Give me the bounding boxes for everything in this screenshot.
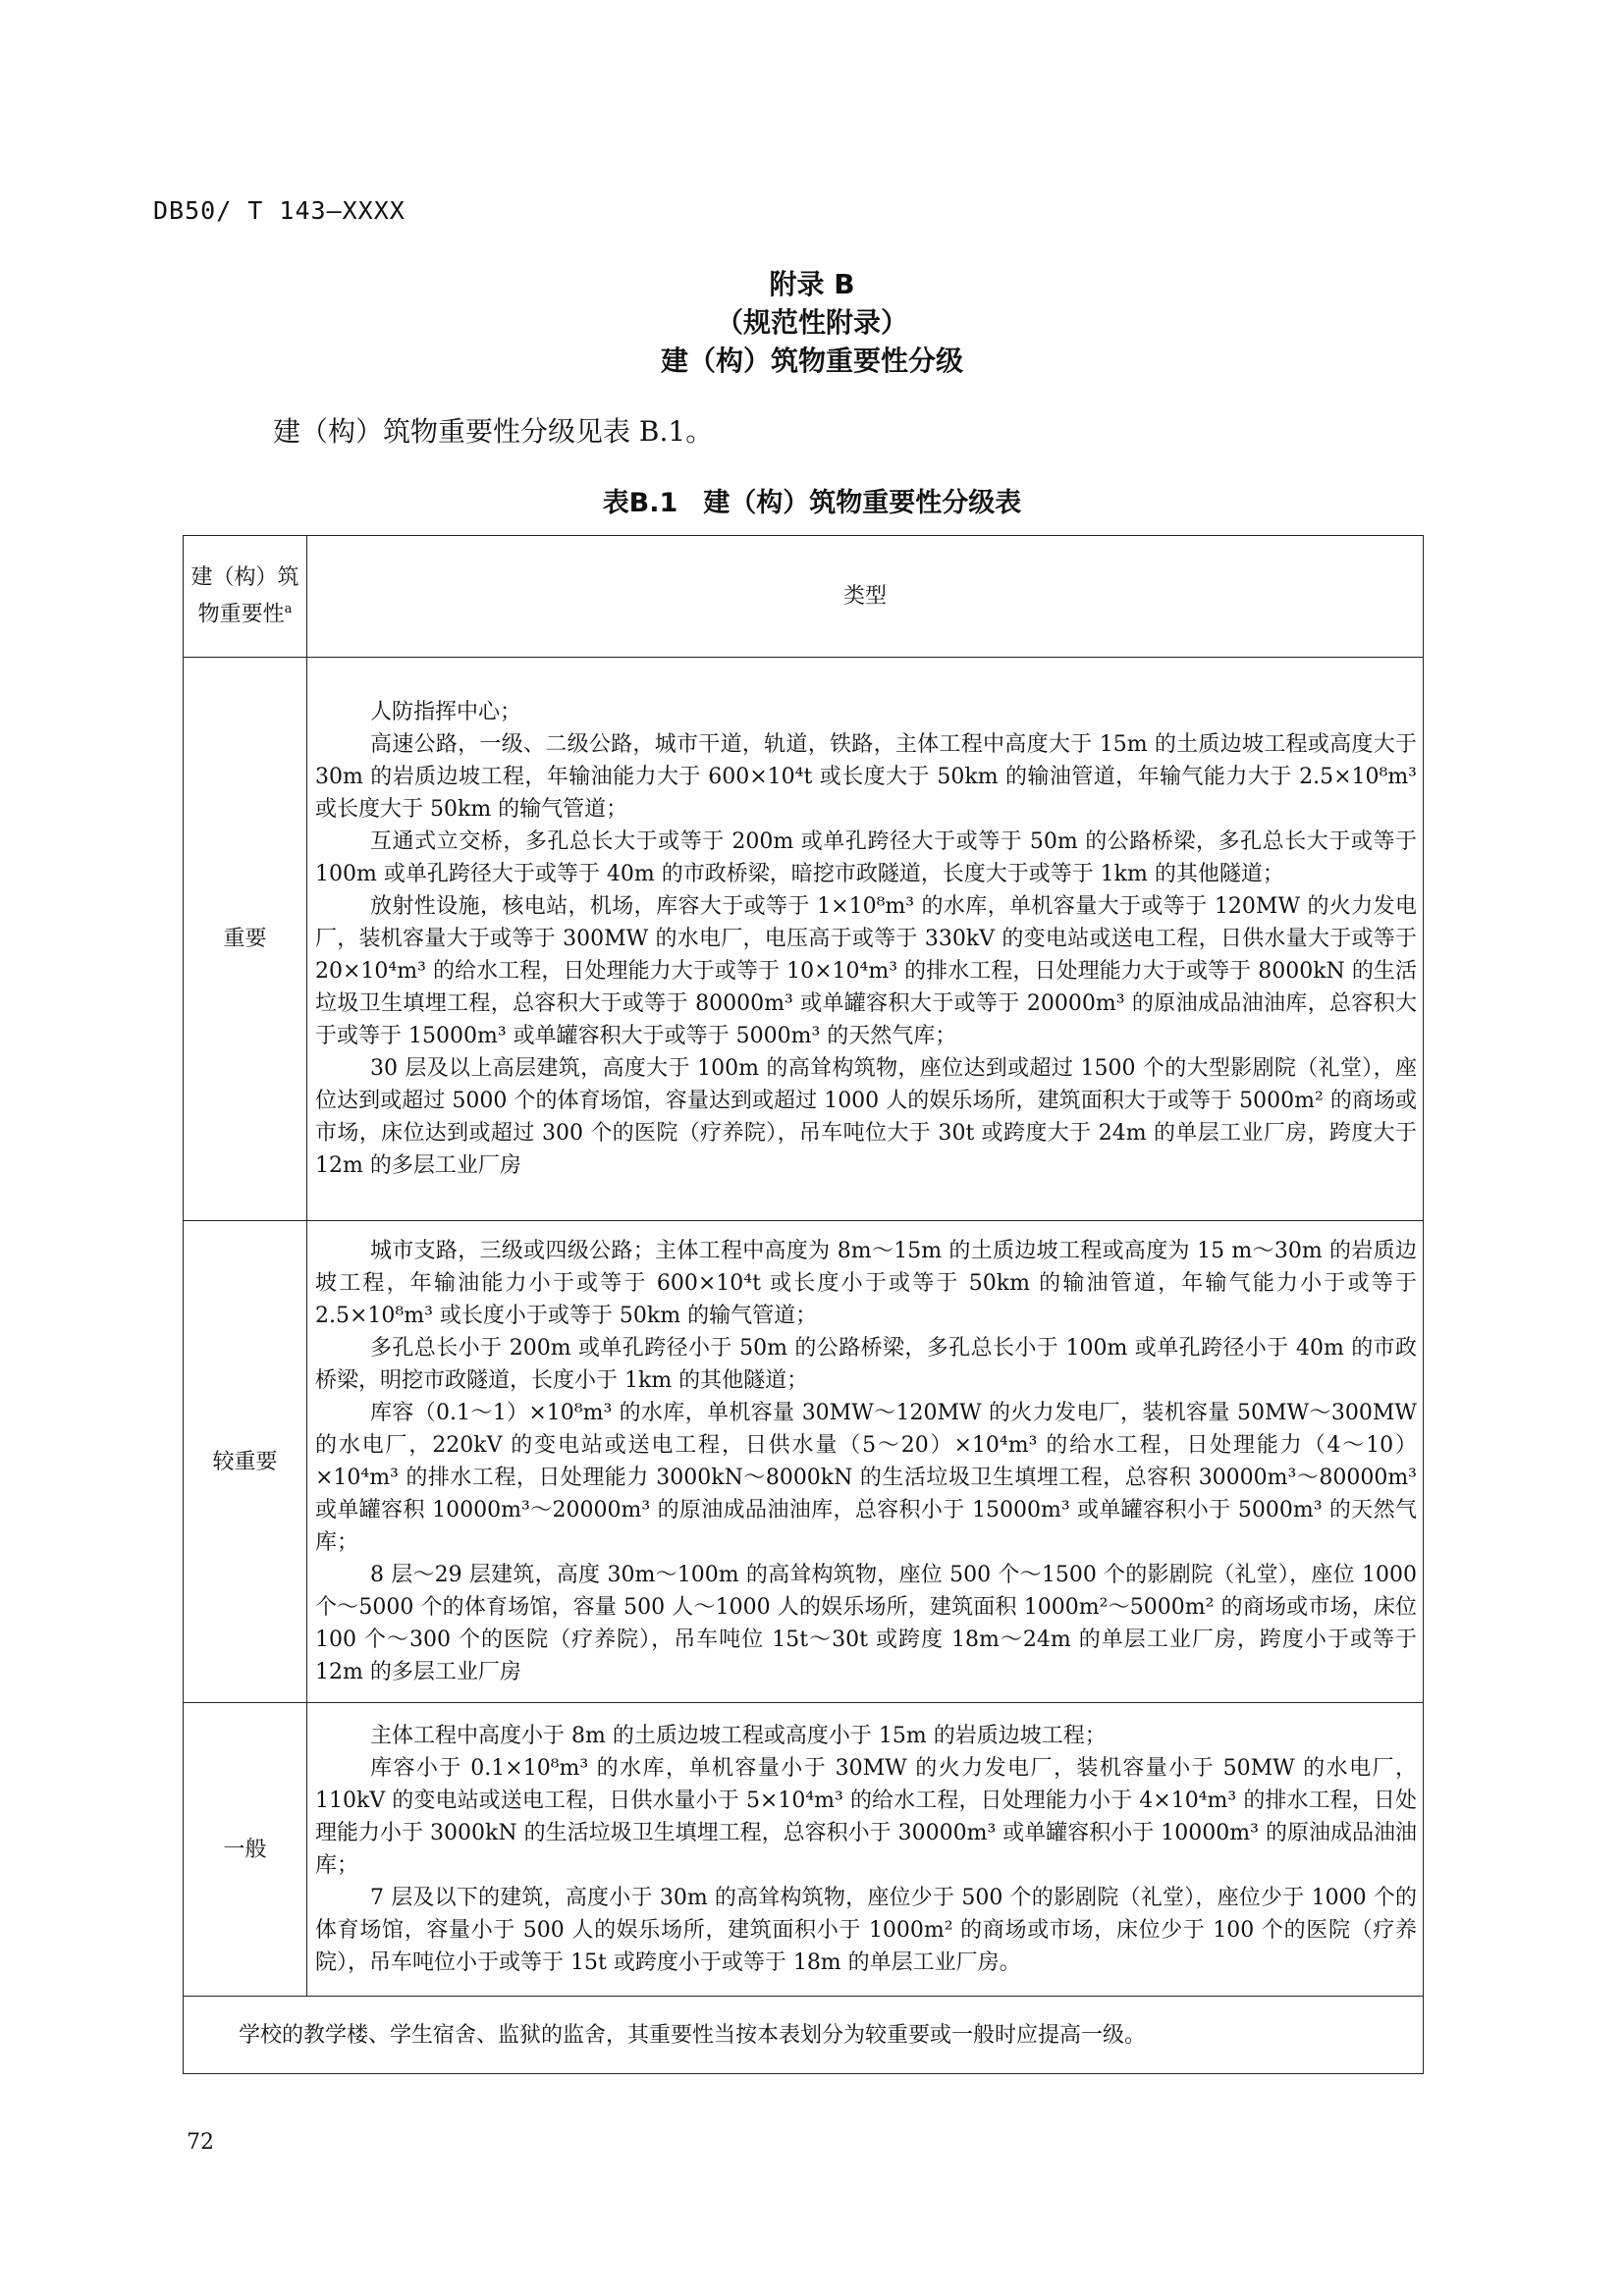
type-paragraph: 互通式立交桥，多孔总长大于或等于 200m 或单孔跨径大于或等于 50m 的公路桥梁，多孔总长大于或等于 100m 或单孔跨径大于或等于 40m 的市政桥梁，暗挖市政隧道，长度大于或等于 1km 的其他隧道； <box>315 829 1417 886</box>
header-footnote-mark: a <box>284 601 293 616</box>
table-caption-number: 表B.1 <box>602 488 678 518</box>
intro-paragraph: 建（构）筑物重要性分级见表 B.1。 <box>273 415 714 448</box>
level-cell: 较重要 <box>184 1221 307 1703</box>
document-code: DB50/ T 143—XXXX <box>153 196 406 225</box>
header-level-label: 建（构）筑物重要性 <box>190 564 299 627</box>
table-header-row <box>184 536 1424 658</box>
type-cell <box>307 1221 1424 1703</box>
page-number: 72 <box>187 2130 214 2155</box>
appendix-nature: （规范性附录） <box>715 306 908 339</box>
type-paragraph: 城市支路，三级或四级公路；主体工程中高度为 8m～15m 的土质边坡工程或高度为 15 m～30m 的岩质边坡工程，年输油能力小于或等于 600×10⁴t 或长度小于或等于 50km 的输油管道，年输气能力小于或等于 2.5×10⁸m³ 或长度小于或等于 50km 的输气管道； <box>315 1239 1417 1328</box>
type-paragraph: 放射性设施，核电站，机场，库容大于或等于 1×10⁸m³ 的水库，单机容量大于或等于 120MW 的火力发电厂，装机容量大于或等于 300MW 的水电厂，电压高于或等于 330kV 的变电站或送电工程，日供水量大于或等于 20×10⁴m³ 的给水工程，日处理能力大于或等于 10×10⁴m³ 的排水工程，日处理能力大于或等于 8000kN 的生活垃圾卫生填埋工程，总容积大于或等于 80000m³ 或单罐容积大于或等于 20000m³ 的原油成品油油库，总容积大于或等于 15000m³ 或单罐容积大于或等于 5000m³ 的天然气库； <box>315 894 1417 1048</box>
table-caption <box>0 481 1624 519</box>
type-paragraph: 主体工程中高度小于 8m 的土质边坡工程或高度小于 15m 的岩质边坡工程； <box>370 1724 1107 1748</box>
type-paragraph: 30 层及以上高层建筑，高度大于 100m 的高耸构筑物，座位达到或超过 1500 个的大型影剧院（礼堂），座位达到或超过 5000 个的体育场馆，容量达到或超过 1000 人的娱乐场所，建筑面积大于或等于 5000m² 的商场或市场，床位达到或超过 300 个的医院（疗养院），吊车吨位大于 30t 或跨度大于 24m 的单层工业厂房，跨度大于 12m 的多层工业厂房 <box>315 1056 1417 1178</box>
type-paragraph: 7 层及以下的建筑，高度小于 30m 的高耸构筑物，座位少于 500 个的影剧院（礼堂），座位少于 1000 个的体育场馆，容量小于 500 人的娱乐场所，建筑面积小于 1000m² 的商场或市场，床位少于 100 个的医院（疗养院），吊车吨位小于或等于 15t 或跨度小于或等于 18m 的单层工业厂房。 <box>315 1886 1417 1975</box>
table-row <box>184 658 1424 1221</box>
appendix-label: 附录 B <box>769 268 855 300</box>
type-paragraph: 库容小于 0.1×10⁸m³ 的水库，单机容量小于 30MW 的火力发电厂，装机容量小于 50MW 的水电厂，110kV 的变电站或送电工程，日供水量小于 5×10⁴m³ 的给水工程，日处理能力小于 4×10⁴m³ 的排水工程，日处理能力小于 3000kN 的生活垃圾卫生填埋工程，总容积小于 30000m³ 或单罐容积小于 10000m³ 的原油成品油油库； <box>315 1756 1417 1878</box>
type-paragraph: 高速公路，一级、二级公路，城市干道，轨道，铁路，主体工程中高度大于 15m 的土质边坡工程或高度大于 30m 的岩质边坡工程，年输油能力大于 600×10⁴t 或长度大于 50km 的输油管道，年输气能力大于 2.5×10⁸m³ 或长度大于 50km 的输气管道； <box>315 732 1417 822</box>
table-note-row <box>184 1997 1424 2074</box>
table-row <box>184 1703 1424 1997</box>
table-caption-title: 建（构）筑物重要性分级表 <box>703 488 1022 518</box>
level-cell: 重要 <box>184 658 307 1221</box>
type-paragraph: 8 层～29 层建筑，高度 30m～100m 的高耸构筑物，座位 500 个～1500 个的影剧院（礼堂），座位 1000 个～5000 个的体育场馆，容量 500 人～1000 人的娱乐场所，建筑面积 1000m²～5000m² 的商场或市场，床位 100 个～300 个的医院（疗养院），吊车吨位 15t～30t 或跨度 18m～24m 的单层工业厂房，跨度小于或等于 12m 的多层工业厂房 <box>315 1563 1417 1684</box>
header-level-cell <box>184 536 307 658</box>
type-paragraph: 库容（0.1～1）×10⁸m³ 的水库，单机容量 30MW～120MW 的火力发电厂，装机容量 50MW～300MW 的水电厂，220kV 的变电站或送电工程，日供水量（5～20）×10⁴m³ 的给水工程，日处理能力（4～10）×10⁴m³ 的排水工程，日处理能力 3000kN～8000kN 的生活垃圾卫生填埋工程，总容积 30000m³～80000m³ 或单罐容积 10000m³～20000m³ 的原油成品油油库，总容积小于 15000m³ 或单罐容积小于 5000m³ 的天然气库； <box>315 1401 1417 1555</box>
type-cell <box>307 658 1424 1221</box>
type-paragraph: 多孔总长小于 200m 或单孔跨径小于 50m 的公路桥梁，多孔总长小于 100m 或单孔跨径小于 40m 的市政桥梁，明挖市政隧道，长度小于 1km 的其他隧道； <box>315 1336 1417 1393</box>
importance-table <box>183 535 1424 2074</box>
level-cell: 一般 <box>184 1703 307 1997</box>
type-cell <box>307 1703 1424 1997</box>
table-note: 学校的教学楼、学生宿舍、监狱的监舍，其重要性当按本表划分为较重要或一般时应提高一级。 <box>184 1997 1424 2074</box>
header-type-cell: 类型 <box>307 536 1424 658</box>
table-row <box>184 1221 1424 1703</box>
appendix-title: 建（构）筑物重要性分级 <box>660 345 963 377</box>
type-paragraph: 人防指挥中心； <box>370 700 522 724</box>
